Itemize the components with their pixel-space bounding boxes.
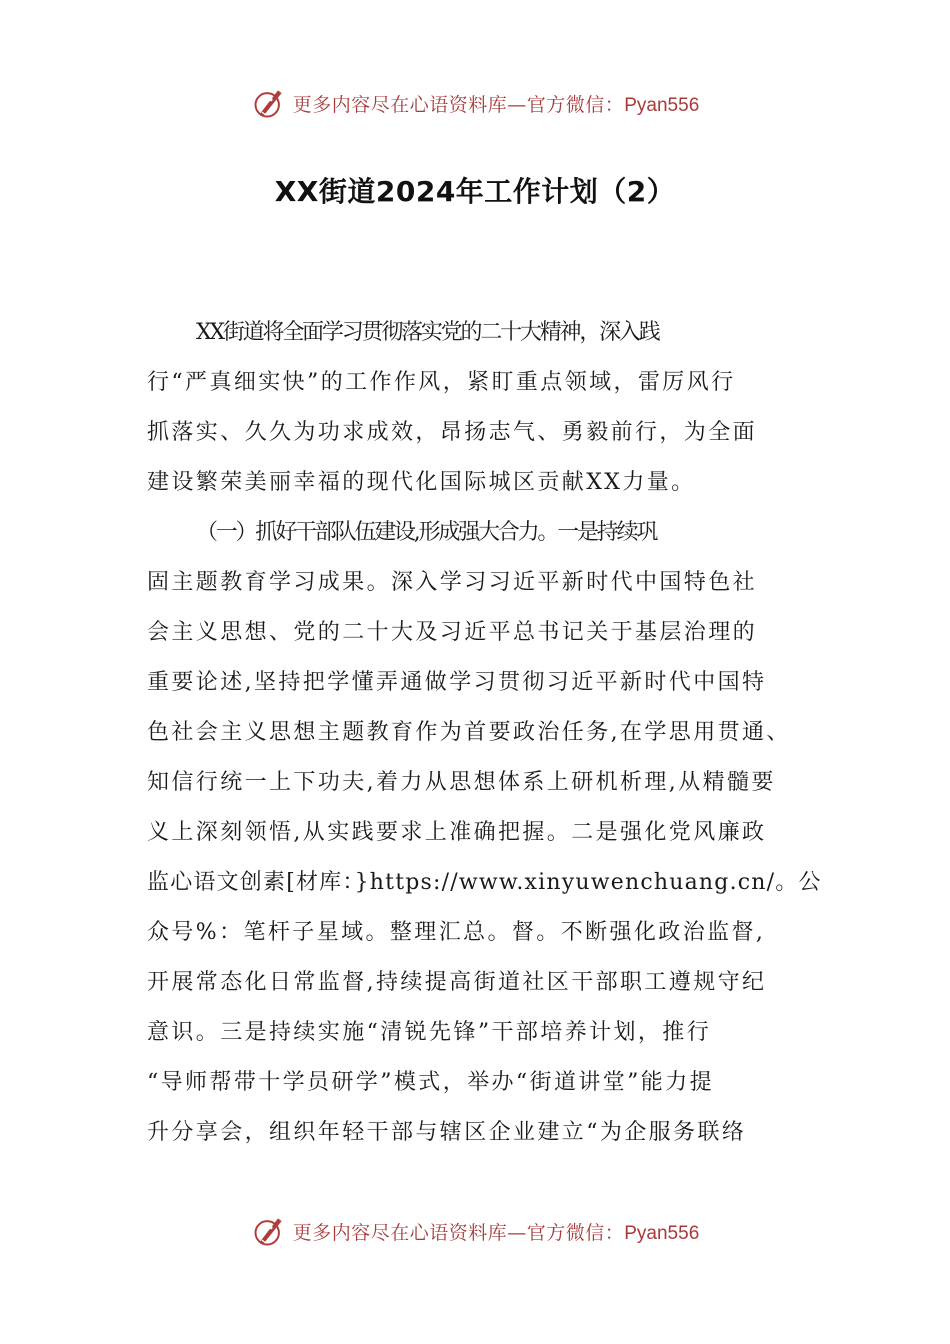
watermark-wechat-id: Pyan556 xyxy=(624,1222,700,1244)
footer-watermark xyxy=(0,1211,950,1251)
body-line: 行“严真细实快”的工作作风，紧盯重点领域，雷厉风行 xyxy=(147,370,736,395)
body-line: 重要论述,坚持把学懂弄通做学习贯彻习近平新时代中国特 xyxy=(147,670,767,695)
body-line: 抓落实、久久为功求成效，昂扬志气、勇毅前行，为全面 xyxy=(147,420,758,445)
body-line: 色社会主义思想主题教育作为首要政治任务,在学思用贯通、 xyxy=(147,720,791,745)
body-line: 固主题教育学习成果。深入学习习近平新时代中国特色社 xyxy=(147,570,758,595)
body-line: 会主义思想、党的二十大及习近平总书记关于基层治理的 xyxy=(147,620,758,645)
body-line: 升分享会，组织年轻干部与辖区企业建立“为企服务联络 xyxy=(147,1120,747,1145)
header-watermark xyxy=(0,83,950,123)
document-title: XX街道2024年工作计划（2） xyxy=(274,175,676,208)
quill-logo-icon xyxy=(251,1213,287,1249)
body-line: 建设繁荣美丽幸福的现代化国际城区贡献XX力量。 xyxy=(147,470,696,495)
body-line: “导师帮带十学员研学”模式，举办“街道讲堂”能力提 xyxy=(147,1070,714,1095)
quill-logo-icon xyxy=(251,85,287,121)
watermark-text: 更多内容尽在心语资料库—官方微信：Pyan556 xyxy=(292,1221,700,1244)
body-line: XX街道将全面学习贯彻落实党的二十大精神，深入践 xyxy=(196,320,659,345)
watermark-wechat-id: Pyan556 xyxy=(624,94,700,116)
body-line: 义上深刻领悟,从实践要求上准确把握。二是强化党风廉政 xyxy=(147,820,767,845)
body-line: 监心语文创素[材库：}https://www.xinyuwenchuang.cn/。公 xyxy=(147,870,822,895)
body-line: 意识。三是持续实施“清锐先锋”干部培养计划，推行 xyxy=(147,1020,712,1045)
body-line: 众号%：笔杆子星域。整理汇总。督。不断强化政治监督, xyxy=(147,920,766,945)
body-line: （一）抓好干部队伍建设,形成强大合力。一是持续巩 xyxy=(196,520,657,545)
body-line: 开展常态化日常监督,持续提高街道社区干部职工遵规守纪 xyxy=(147,970,767,995)
body-line: 知信行统一上下功夫,着力从思想体系上研机析理,从精髓要 xyxy=(147,770,776,795)
watermark-text: 更多内容尽在心语资料库—官方微信：Pyan556 xyxy=(292,93,700,116)
